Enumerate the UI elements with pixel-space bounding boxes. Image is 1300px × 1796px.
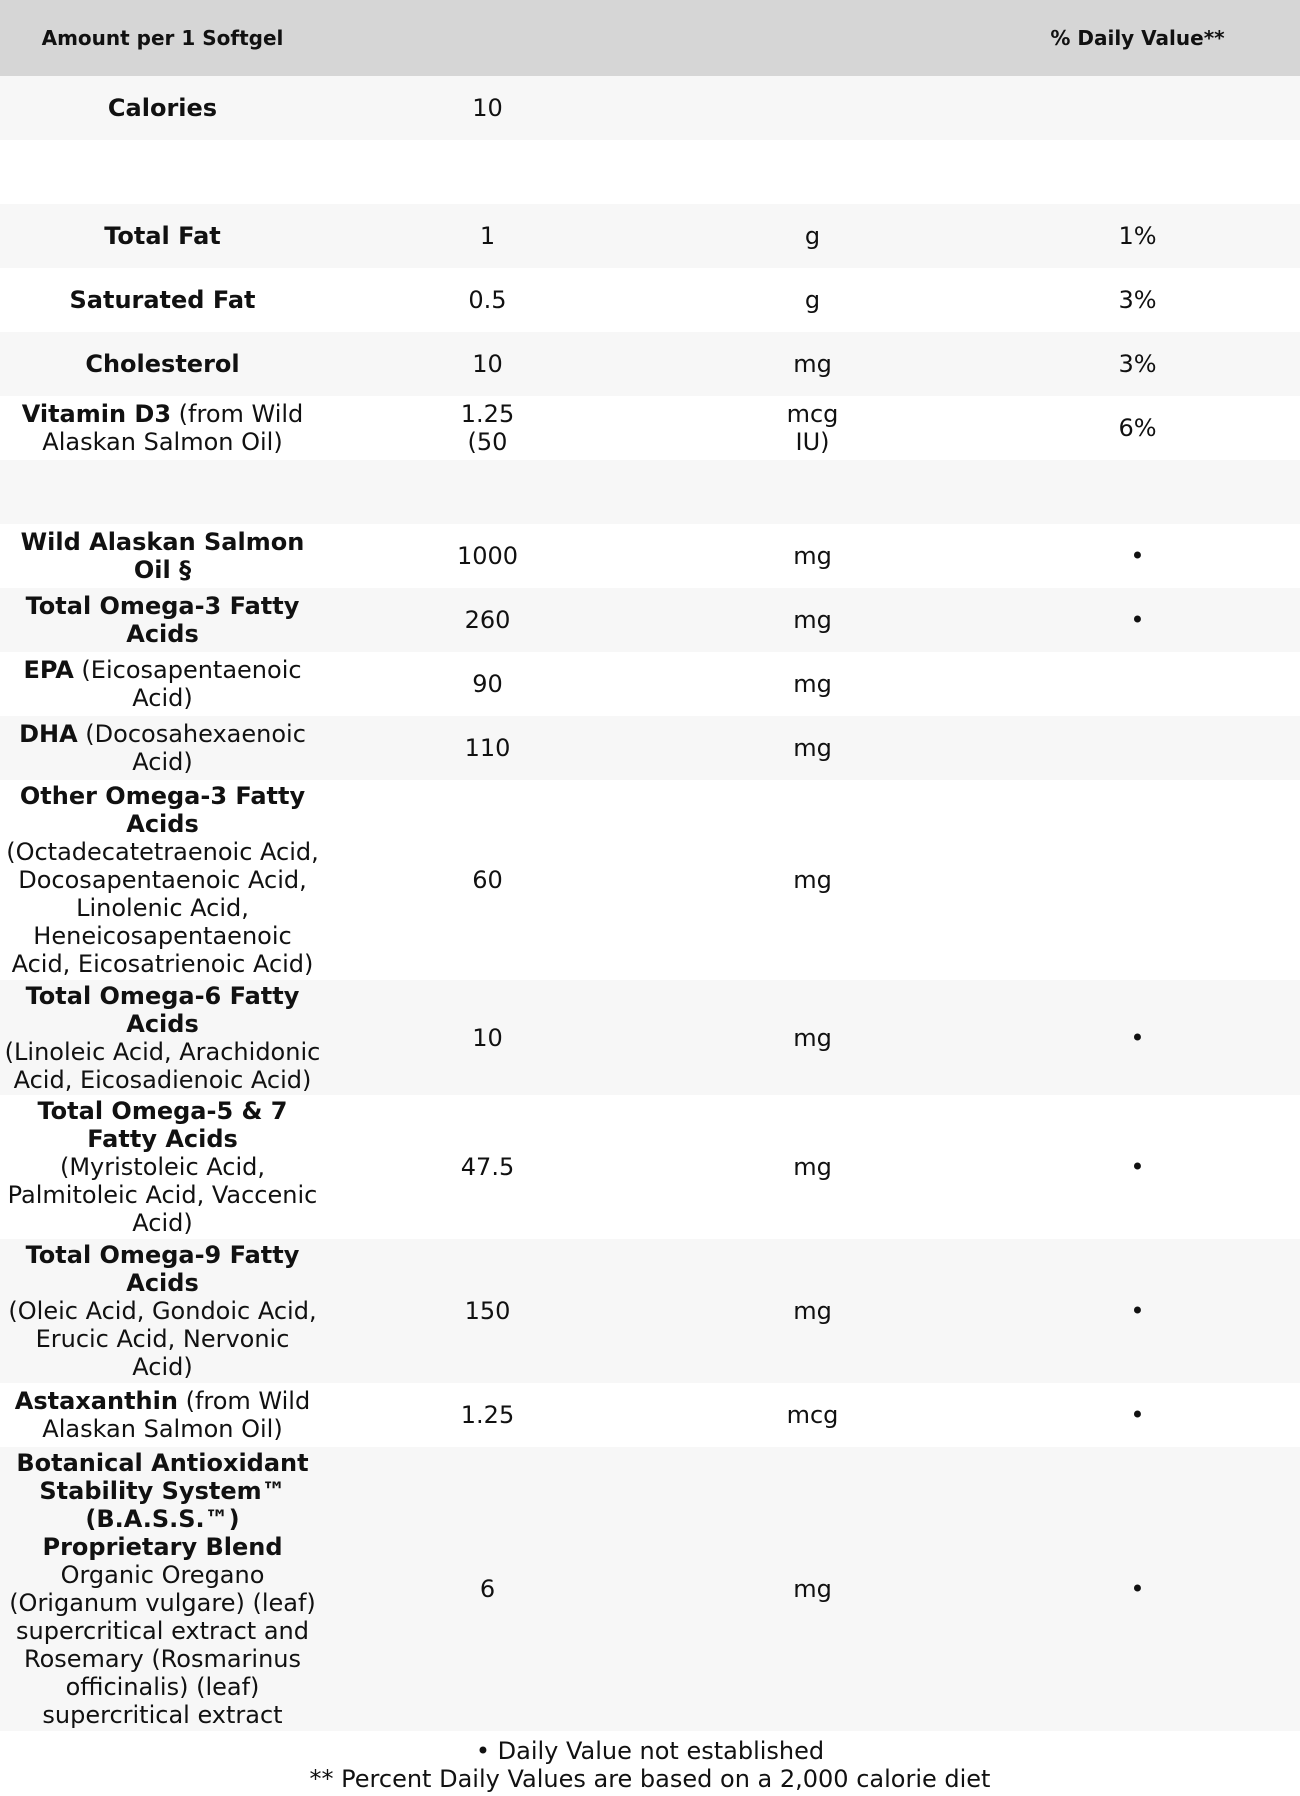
nutrient-daily-value: •: [975, 980, 1300, 1095]
nutrient-daily-value: 3%: [975, 332, 1300, 396]
nutrient-name: [0, 204, 325, 268]
nutrient-daily-value: •: [975, 524, 1300, 588]
nutrient-unit: mg: [650, 1095, 975, 1239]
footnote-daily-value-not-established: • Daily Value not established: [475, 1737, 825, 1765]
nutrient-name-detail: (Linoleic Acid, Arachidonic Acid, Eicosadienoic Acid): [4, 1037, 321, 1094]
nutrient-name: [0, 1447, 325, 1731]
nutrient-name-bold: Total Fat: [104, 222, 221, 250]
nutrient-name: [0, 332, 325, 396]
nutrient-amount: 60: [325, 780, 650, 980]
nutrient-amount: 6: [325, 1447, 650, 1731]
spacer-cell: [975, 140, 1300, 204]
nutrient-name-bold: DHA: [19, 720, 78, 748]
daily-value-header: % Daily Value**: [975, 0, 1300, 76]
nutrient-name-detail: (Eicosapentaenoic Acid): [73, 656, 302, 712]
nutrient-name-detail: (Oleic Acid, Gondoic Acid, Erucic Acid, Nervonic Acid): [8, 1297, 317, 1381]
nutrient-name-bold: Wild Alaskan Salmon Oil §: [20, 528, 305, 584]
nutrient-amount: 1000: [325, 524, 650, 588]
nutrient-name-detail: (Docosahexaenoic Acid): [77, 720, 306, 776]
footnote-percent-daily-values: ** Percent Daily Values are based on a 2,000 calorie diet: [309, 1765, 991, 1793]
nutrient-name-bold: Total Omega-9 Fatty Acids: [25, 1241, 300, 1297]
nutrient-unit: g: [650, 268, 975, 332]
nutrient-name-bold: Total Omega-5 & 7 Fatty Acids: [37, 1097, 288, 1153]
nutrient-name-bold: Other Omega-3 Fatty Acids: [19, 782, 306, 838]
table-row: [0, 76, 1300, 140]
spacer-cell: [325, 140, 650, 204]
nutrient-name: [0, 524, 325, 588]
table-row: [0, 980, 1300, 1095]
table-row: [0, 1095, 1300, 1239]
nutrient-daily-value: 3%: [975, 268, 1300, 332]
table-row: [0, 332, 1300, 396]
nutrient-amount: 10: [325, 980, 650, 1095]
nutrient-unit: mcg: [650, 1383, 975, 1447]
nutrient-name-bold: Total Omega-6 Fatty Acids: [25, 981, 300, 1038]
nutrient-name-bold: Botanical Antioxidant Stability System™ (B.A.S.S.™) Proprietary Blend: [16, 1449, 309, 1561]
nutrient-unit: mg: [650, 1239, 975, 1383]
nutrient-unit: mcg IU): [650, 396, 975, 460]
nutrient-daily-value: •: [975, 1383, 1300, 1447]
nutrient-name-detail: Organic Oregano (Origanum vulgare) (leaf) supercritical extract and Rosemary (Rosmarinus officinalis) (leaf) supercritical extract: [9, 1561, 316, 1729]
table-row: [0, 1383, 1300, 1447]
spacer-cell: [650, 140, 975, 204]
nutrient-amount: 1: [325, 204, 650, 268]
nutrient-unit: mg: [650, 980, 975, 1095]
table-row: [0, 716, 1300, 780]
nutrient-name: [0, 716, 325, 780]
nutrient-unit: g: [650, 204, 975, 268]
nutrient-name-bold: Saturated Fat: [69, 286, 256, 314]
amount-column-header: [325, 0, 650, 76]
table-row: [0, 1447, 1300, 1731]
nutrient-daily-value: •: [975, 588, 1300, 652]
table-row: [0, 204, 1300, 268]
nutrient-unit: mg: [650, 1447, 975, 1731]
amount-per-serving-header: Amount per 1 Softgel: [0, 0, 325, 76]
nutrient-name-detail: (from Wild Alaskan Salmon Oil): [42, 400, 304, 456]
nutrient-name: [0, 980, 325, 1095]
nutrient-name: [0, 652, 325, 716]
spacer-cell: [0, 140, 325, 204]
spacer-cell: [650, 460, 975, 524]
nutrient-name-bold: Calories: [107, 94, 218, 122]
nutrient-name-bold: EPA: [23, 656, 74, 684]
nutrient-name: [0, 1239, 325, 1383]
nutrient-daily-value: [975, 652, 1300, 716]
nutrient-name: [0, 588, 325, 652]
nutrient-amount: 0.5: [325, 268, 650, 332]
spacer-cell: [0, 460, 325, 524]
nutrient-unit: mg: [650, 780, 975, 980]
nutrient-unit: [650, 76, 975, 140]
nutrient-name-bold: Vitamin D3: [21, 400, 172, 428]
nutrient-unit: mg: [650, 332, 975, 396]
spacer-row: [0, 460, 1300, 524]
nutrient-name-detail: (Octadecatetraenoic Acid, Docosapentaenoic Acid, Linolenic Acid, Heneicosapentaenoic Acid, Eicosatrienoic Acid): [6, 838, 319, 978]
nutrient-amount: 10: [325, 332, 650, 396]
nutrient-name: [0, 268, 325, 332]
footnotes: [0, 1737, 1300, 1793]
nutrient-amount: 90: [325, 652, 650, 716]
nutrient-amount: 1.25 (50: [325, 396, 650, 460]
nutrient-daily-value: 6%: [975, 396, 1300, 460]
nutrient-amount: 1.25: [325, 1383, 650, 1447]
nutrient-daily-value: 1%: [975, 204, 1300, 268]
table-header-row: [0, 0, 1300, 76]
spacer-row: [0, 140, 1300, 204]
nutrient-daily-value: •: [975, 1239, 1300, 1383]
unit-column-header: [650, 0, 975, 76]
table-row: [0, 524, 1300, 588]
table-row: [0, 396, 1300, 460]
table-row: [0, 1239, 1300, 1383]
nutrient-unit: mg: [650, 716, 975, 780]
spacer-cell: [975, 460, 1300, 524]
nutrient-name: [0, 780, 325, 980]
table-row: [0, 652, 1300, 716]
nutrient-daily-value: [975, 780, 1300, 980]
nutrient-name: [0, 396, 325, 460]
nutrient-amount: 110: [325, 716, 650, 780]
nutrient-unit: mg: [650, 588, 975, 652]
nutrient-name-bold: Astaxanthin: [14, 1387, 178, 1415]
nutrient-amount: 47.5: [325, 1095, 650, 1239]
nutrient-amount: 10: [325, 76, 650, 140]
table-row: [0, 780, 1300, 980]
nutrient-unit: mg: [650, 652, 975, 716]
nutrient-name-detail: (from Wild Alaskan Salmon Oil): [42, 1387, 311, 1443]
spacer-cell: [325, 460, 650, 524]
nutrient-amount: 260: [325, 588, 650, 652]
nutrient-amount: 150: [325, 1239, 650, 1383]
nutrient-name: [0, 1095, 325, 1239]
nutrient-daily-value: •: [975, 1095, 1300, 1239]
nutrient-daily-value: •: [975, 1447, 1300, 1731]
nutrient-name: [0, 1383, 325, 1447]
nutrient-daily-value: [975, 716, 1300, 780]
table-row: [0, 268, 1300, 332]
nutrient-name: [0, 76, 325, 140]
nutrient-daily-value: [975, 76, 1300, 140]
nutrient-name-bold: Cholesterol: [85, 350, 240, 378]
nutrient-name-detail: (Myristoleic Acid, Palmitoleic Acid, Vaccenic Acid): [7, 1153, 318, 1237]
table-row: [0, 588, 1300, 652]
nutrient-unit: mg: [650, 524, 975, 588]
nutrient-name-bold: Total Omega-3 Fatty Acids: [25, 592, 300, 648]
